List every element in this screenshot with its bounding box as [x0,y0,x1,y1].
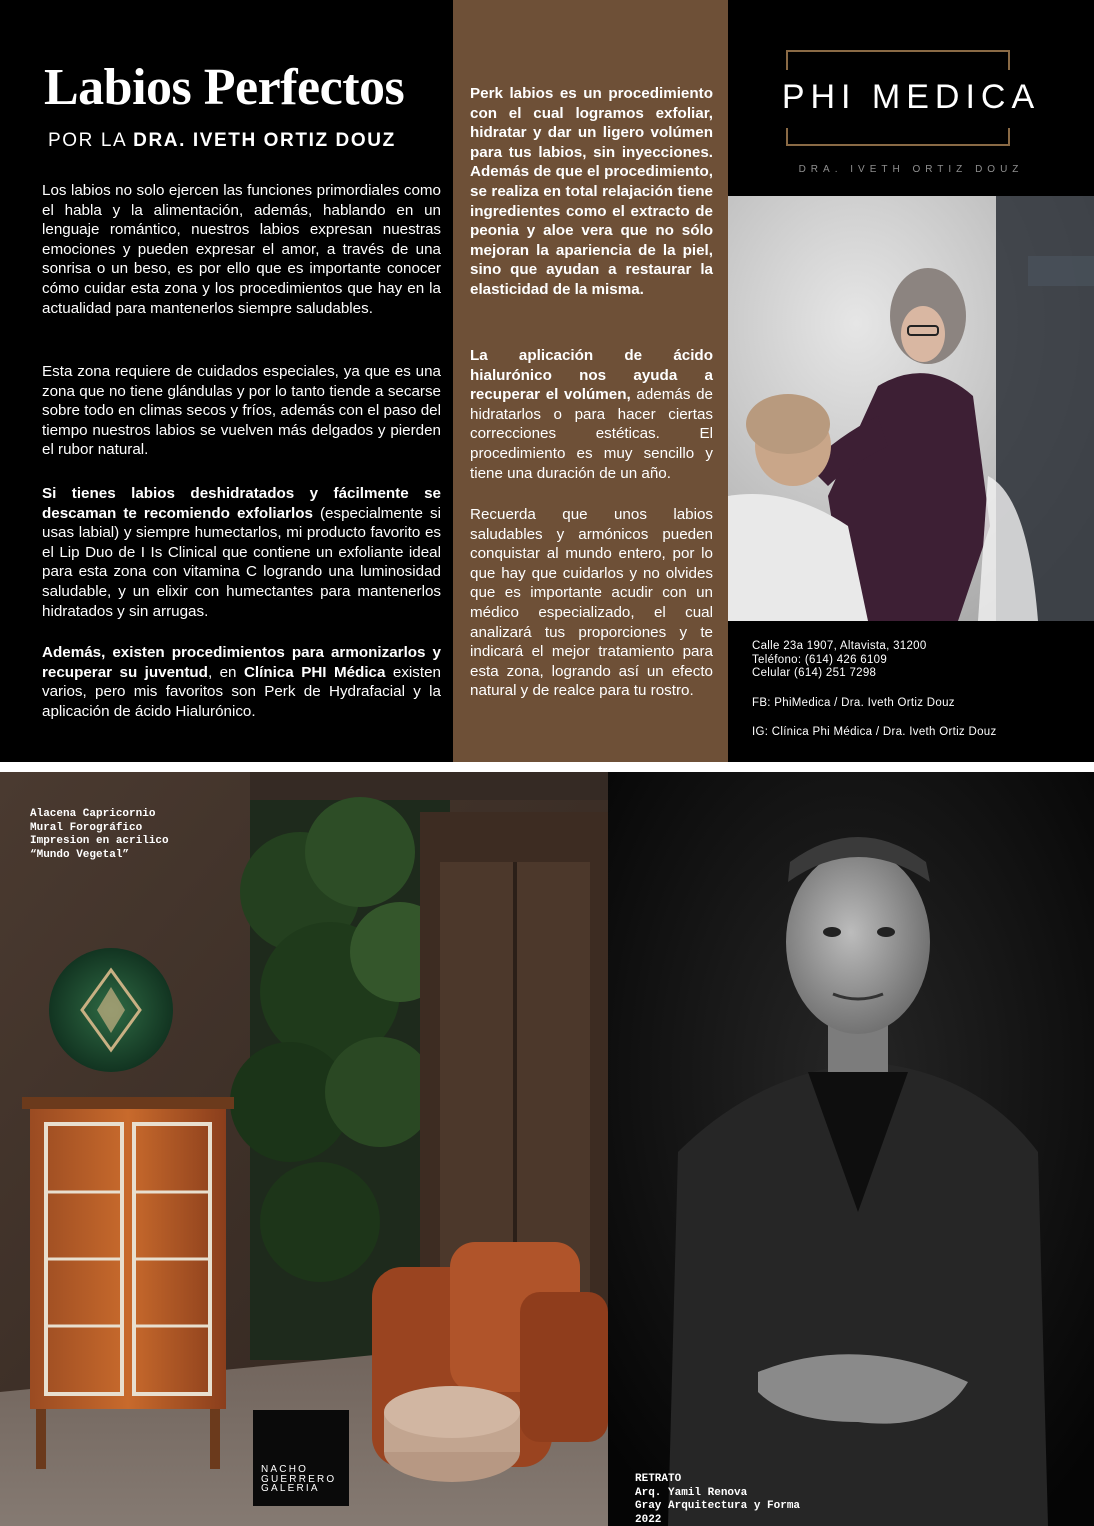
portrait-photo-illustration [608,772,1094,1526]
paragraph-6 [470,346,713,483]
gallery-logo-text [261,1465,336,1494]
gallery-logo [253,1410,349,1506]
paragraph-4-bold-1: Además, existen procedimientos para armonizarlos y recuperar su juventud [42,644,441,681]
portrait-caption [635,1473,800,1526]
portrait-caption-line-3: Gray Arquitectura y Forma [635,1500,801,1512]
treatment-photo-illustration [728,196,1094,621]
paragraph-6-bold: La aplicación de ácido hialurónico nos ayuda a recuperar el volúmen, [470,347,713,404]
contact-phone: Teléfono: (614) 426 6109 [752,653,888,666]
article-section [0,0,1094,762]
gallery-logo-line-3: GALERIA [261,1483,320,1495]
article-byline [48,130,396,152]
section-divider [0,762,1094,772]
contact-cell: Celular (614) 251 7298 [752,667,877,680]
interior-caption-line-1: Alacena Capricornio [30,808,156,820]
byline-author: DRA. IVETH ORTIZ DOUZ [133,130,396,151]
paragraph-7: Recuerda que unos labios saludables y armónicos pueden conquistar al mundo entero, por lo que hay que cuidarlos y no olvides que es importante acudir con un médico especializado, el cual analizará tus proporciones y te indicará el mejor tratamiento para esta zona, logrando así un efecto natural y de realce para tu rostro. [470,506,713,700]
treatment-photo [728,196,1094,621]
paragraph-3-bold: Si tienes labios deshidratados y fácilmente se descaman te recomiendo exfoliarlos [42,485,441,522]
interior-caption-line-2: Mural Forográfico [30,821,143,834]
contact-facebook: FB: PhiMedica / Dra. Iveth Ortiz Douz [752,697,955,709]
gallery-logo-line-2: GUERRERO [261,1473,337,1485]
paragraph-4-mid: , en [207,663,244,681]
paragraph-4-bold-2: Clínica PHI Médica [243,663,386,681]
interior-caption [30,808,169,862]
interior-caption-line-3: Impresion en acrilico [30,835,169,847]
gallery-logo-line-1: NACHO [261,1464,309,1475]
paragraph-4 [42,643,441,721]
portrait-photo [608,772,1094,1526]
paragraph-4-rest: existen varios, pero mis favoritos son Perk de Hydrafacial y la aplicación de ácido Hialurónico. [42,663,441,720]
portrait-caption-line-4: 2022 [635,1513,662,1526]
byline-prefix: POR LA [48,130,134,151]
paragraph-3-rest: (especialmente si usas labial) y siempre humectarlos, mi producto favorito es el Lip Duo de I Is Clinical que contiene un exfoliante ideal para esta zona con vitamina C logrando una luminosidad saludable, y un elixir con humectantes para mantenerlos hidratados y sin arrugas. [42,504,441,620]
interior-caption-line-4: “Mundo Vegetal” [30,848,130,861]
paragraph-1: Los labios no solo ejercen las funciones primordiales como el habla y la alimentación, además, hablando en un lenguaje romántico, nuestros labios expresan nuestras emociones y pueden expresar el amor, a través de una sonrisa o un beso, es por ello que es importante conocer cómo cuidar esta zona y los procedimientos que hay en la actualidad para mantenerlos siempre saludables. [42,182,441,317]
paragraph-2: Esta zona requiere de cuidados especiales, ya que es una zona que no tiene glándulas y por lo tanto tiende a secarse sobre todo en climas secos y fríos, además con el paso del tiempo nuestros labios se vuelven más delgados y pierden el rubor natural. [42,363,441,459]
paragraph-5: Perk labios es un procedimiento con el cual logramos exfoliar, hidratar y dar un ligero volúmen para tus labios, sin inyecciones. Además de que el procedimiento, se realiza en total relajación tiene ingredientes como el extracto de peonia y aloe vera que no sólo mejoran la apariencia de la piel, sino que ayudan a restaurar la elasticidad de la misma. [470,85,713,298]
paragraph-3 [42,484,441,621]
contact-instagram: IG: Clínica Phi Médica / Dra. Iveth Ortiz Douz [752,726,997,738]
paragraph-6-rest: además de hidratarlos o para hacer ciertas correcciones estéticas. El procedimiento es muy sencillo y tiene una duración de un año. [470,386,713,482]
bottom-section [0,772,1094,1526]
portrait-caption-line-2: Arq. Yamil Renova [635,1486,748,1499]
contact-block [752,640,927,681]
article-title: Labios Perfectos [44,59,405,116]
portrait-caption-line-1: RETRATO [635,1473,682,1485]
logo-subtitle: DRA. IVETH ORTIZ DOUZ [798,164,1024,175]
contact-address: Calle 23a 1907, Altavista, 31200 [752,640,927,652]
logo-name: PHI MEDICA [781,78,1041,116]
